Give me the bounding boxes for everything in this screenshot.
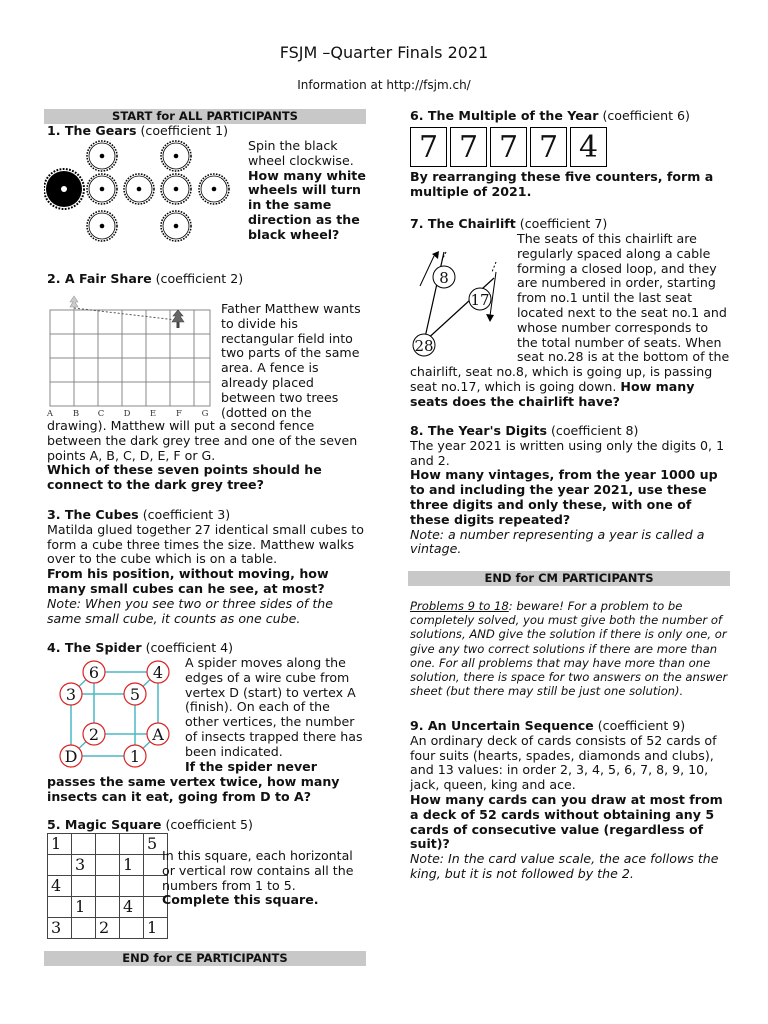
cell[interactable]: 4	[48, 876, 72, 897]
p4-title: 4. The Spider	[47, 640, 142, 655]
white-gear	[161, 174, 191, 204]
p7-question: How many seats does the chairlift have?	[410, 378, 695, 409]
p1-heading	[47, 124, 367, 139]
field-figure	[44, 290, 216, 418]
p8-coef: (coefficient 8)	[546, 423, 639, 438]
p4-coef: (coefficient 4)	[141, 640, 234, 655]
point-label: B	[72, 409, 80, 418]
p2-text-full: drawing). Matthew will put a second fence between the dark grey tree and one of the seven points A, B, C, D, E, F or G.	[47, 418, 358, 463]
counter: 7	[530, 127, 567, 167]
rules-text: : beware! For a problem to be completely solved, you must give both the number of solutions, AND give the solution if there is only one, or give any two correct solutions if there are more than one. For all problems that may have more than one solution, there is space for two answers on the answer sheet (but there may still be just one solution).	[410, 599, 728, 699]
spider-cube-figure	[50, 656, 178, 774]
p2-text-side: Father Matthew wants to divide his rectangular field into two parts of the same area. A fence is already placed between two trees (dotted on the	[221, 301, 361, 420]
p2-coef: (coefficient 2)	[151, 271, 244, 286]
p7-heading	[410, 217, 730, 232]
p5-question: Complete this square.	[162, 892, 319, 908]
p5-text: In this square, each horizontal or vertical row contains all the numbers from 1 to 5.	[162, 848, 354, 893]
vertex-label: 1	[129, 747, 141, 766]
cell[interactable]	[48, 855, 72, 876]
dark-tree-icon	[172, 310, 184, 328]
end-cm-banner: END for CM PARTICIPANTS	[408, 571, 730, 586]
start-banner: START for ALL PARTICIPANTS	[44, 109, 366, 124]
gears-figure	[44, 138, 240, 250]
vertex-label: 5	[129, 685, 141, 704]
rules-lead: Problems 9 to 18	[410, 599, 509, 613]
white-gear	[161, 141, 191, 171]
p9-note: Note: In the card value scale, the ace follows the king, but it is not followed by the 2.	[410, 851, 719, 881]
p4-heading	[47, 641, 367, 656]
p1-coef: (coefficient 1)	[136, 123, 228, 138]
p9-block	[410, 719, 730, 882]
p3-question: From his position, without moving, how many small cubes can he see, at most?	[47, 566, 329, 596]
cell[interactable]	[96, 897, 120, 918]
p4-text: A spider moves along the edges of a wire cube from vertex D (start) to vertex A (finish). On each of the other vertices, the number of insects trapped there has been indicated.	[185, 655, 363, 759]
cell[interactable]	[120, 876, 144, 897]
point-label: A	[46, 409, 54, 418]
p2-heading	[47, 272, 367, 287]
point-label: G	[201, 409, 209, 418]
p1-question: How many white wheels will turn in the same direction as the black wheel?	[248, 167, 366, 242]
p7-coef: (coefficient 7)	[515, 216, 608, 231]
magic-square	[47, 833, 168, 939]
p6-question: By rearranging these five counters, form a multiple of 2021.	[410, 169, 714, 199]
cell[interactable]	[72, 834, 96, 855]
point-label: E	[149, 409, 157, 418]
p5-body	[162, 849, 367, 908]
cell[interactable]	[96, 855, 120, 876]
p2-question: Which of these seven points should he connect to the dark grey tree?	[47, 462, 322, 493]
cell[interactable]	[72, 918, 96, 939]
cell[interactable]	[96, 876, 120, 897]
cell[interactable]	[120, 834, 144, 855]
p6-coef: (coefficient 6)	[598, 108, 690, 123]
white-gear	[87, 174, 117, 204]
p6-heading	[410, 109, 730, 124]
vertex-label: A	[152, 725, 164, 744]
p3-block	[47, 508, 367, 626]
p5-title: 5. Magic Square	[47, 817, 162, 832]
light-tree-icon	[70, 296, 78, 311]
seat-label: 17	[470, 291, 490, 309]
cell[interactable]: 5	[144, 834, 168, 855]
cell[interactable]: 1	[120, 855, 144, 876]
vertex-label: 6	[88, 663, 100, 682]
p9-question: How many cards can you draw at most from a deck of 52 cards without obtaining any 5 cards of consecutive value (regardless of suit)?	[410, 791, 723, 852]
seat-label: 28	[414, 337, 434, 355]
end-ce-banner: END for CE PARTICIPANTS	[44, 951, 366, 966]
p9-text: An ordinary deck of cards consists of 52 cards of four suits (hearts, spades, diamonds and clubs), and 13 values: in order 2, 3, 4, 5, 6, 7, 8, 9, 10, jack, queen, king and ace.	[410, 732, 717, 793]
p5-heading	[47, 818, 367, 833]
cell[interactable]: 4	[120, 897, 144, 918]
cell[interactable]: 2	[96, 918, 120, 939]
counters	[410, 127, 610, 167]
p3-text: Matilda glued together 27 identical small cubes to form a cube three times the size. Matthew walks over to the cube which is on a table.	[47, 521, 364, 567]
counter: 7	[410, 127, 447, 167]
p9-title: 9. An Uncertain Sequence	[410, 718, 594, 733]
info-line: Information at http://fsjm.ch/	[297, 78, 471, 92]
p3-note: Note: When you see two or three sides of the same small cube, it counts as one cube.	[47, 595, 334, 626]
p6-title: 6. The Multiple of the Year	[410, 108, 599, 123]
p1-text: Spin the black wheel clockwise.	[248, 138, 354, 168]
cell[interactable]	[48, 897, 72, 918]
p4-question: If the spider never passes the same vertex twice, how many insects can it eat, going from D to A?	[47, 759, 340, 804]
p8-block	[410, 424, 730, 557]
p2-title: 2. A Fair Share	[47, 271, 152, 286]
white-gear	[124, 174, 154, 204]
p7-text: The seats of this chairlift are regularly spaced along a cable forming a closed loop, and they are numbered in order, starting from no.1 until the last seat located next to the seat no.1 and whose number corresponds to the total number of seats. When seat no.28 is at the bottom of the chairlift, seat no.8, which is going up, is passing seat no.17, which is going down.	[410, 231, 730, 394]
point-labels	[46, 409, 209, 418]
cell[interactable]: 1	[72, 897, 96, 918]
vertex-label: 4	[152, 663, 164, 682]
p3-title: 3. The Cubes	[47, 507, 139, 522]
p8-question: How many vintages, from the year 1000 up to and including the year 2021, use these three digits and only these, with one of these digits repeated?	[410, 467, 718, 527]
p8-note: Note: a number representing a year is called a vintage.	[410, 526, 705, 557]
point-label: F	[176, 409, 182, 418]
cell[interactable]	[96, 834, 120, 855]
p9-coef: (coefficient 9)	[593, 718, 686, 733]
rules-paragraph	[410, 599, 730, 698]
vertex-label: 3	[65, 685, 77, 704]
counter: 4	[570, 127, 607, 167]
p5-coef: (coefficient 5)	[161, 817, 253, 832]
white-gear	[87, 141, 117, 171]
p2-body	[47, 419, 367, 493]
cell[interactable]: 1	[48, 834, 72, 855]
p1-body	[248, 139, 366, 243]
p3-coef: (coefficient 3)	[138, 507, 231, 522]
vertex-label: D	[64, 747, 78, 766]
p8-title: 8. The Year's Digits	[410, 423, 547, 438]
cell[interactable]: 1	[144, 918, 168, 939]
cell[interactable]: 3	[72, 855, 96, 876]
white-gear	[161, 211, 191, 241]
point-label: C	[97, 409, 105, 418]
page-title: FSJM –Quarter Finals 2021	[279, 43, 489, 62]
cell[interactable]	[120, 918, 144, 939]
point-label: D	[123, 409, 131, 418]
vertex-label: 2	[88, 725, 100, 744]
cell[interactable]	[72, 876, 96, 897]
chairlift-figure	[408, 246, 513, 364]
white-gear	[87, 211, 117, 241]
p8-text: The year 2021 is written using only the digits 0, 1 and 2.	[410, 437, 725, 468]
seat-label: 8	[439, 269, 449, 287]
white-gear	[199, 174, 229, 204]
p7-title: 7. The Chairlift	[410, 216, 516, 231]
cell[interactable]: 3	[48, 918, 72, 939]
counter: 7	[490, 127, 527, 167]
counter: 7	[450, 127, 487, 167]
p1-title: 1. The Gears	[47, 123, 137, 138]
